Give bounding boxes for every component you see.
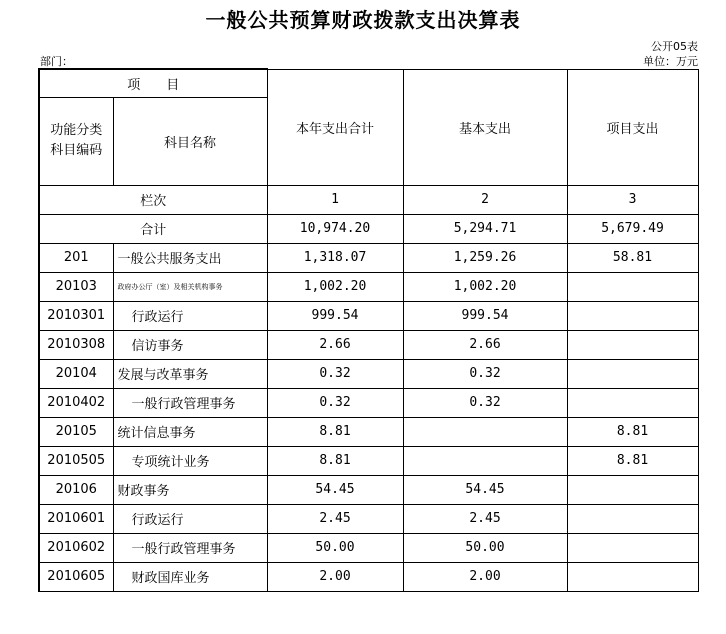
table-row bbox=[39, 243, 698, 272]
expenditure-table bbox=[38, 68, 699, 592]
form-number: 公开05表 bbox=[651, 40, 698, 53]
row-basic: 0.32 bbox=[403, 359, 567, 388]
total-total: 10,974.20 bbox=[267, 214, 403, 243]
row-code: 2010602 bbox=[39, 533, 113, 562]
row-basic: 1,259.26 bbox=[403, 243, 567, 272]
department-label: 部门： bbox=[40, 55, 73, 68]
row-total: 50.00 bbox=[267, 533, 403, 562]
column-index-1: 1 bbox=[267, 185, 403, 214]
row-code: 2010308 bbox=[39, 330, 113, 359]
row-name: 行政运行 bbox=[113, 301, 267, 330]
row-project bbox=[567, 533, 698, 562]
row-total: 8.81 bbox=[267, 446, 403, 475]
total-row bbox=[39, 214, 698, 243]
table-row bbox=[39, 330, 698, 359]
row-basic: 2.00 bbox=[403, 562, 567, 591]
row-total: 2.00 bbox=[267, 562, 403, 591]
row-project: 58.81 bbox=[567, 243, 698, 272]
row-code: 20106 bbox=[39, 475, 113, 504]
header-name: 科目名称 bbox=[113, 97, 267, 185]
row-code: 2010601 bbox=[39, 504, 113, 533]
row-project bbox=[567, 388, 698, 417]
row-project bbox=[567, 272, 698, 301]
table-row bbox=[39, 272, 698, 301]
row-code: 20104 bbox=[39, 359, 113, 388]
row-name: 一般公共服务支出 bbox=[113, 243, 267, 272]
row-project bbox=[567, 359, 698, 388]
row-total: 2.45 bbox=[267, 504, 403, 533]
row-name: 一般行政管理事务 bbox=[113, 533, 267, 562]
row-total: 0.32 bbox=[267, 388, 403, 417]
page-title: 一般公共预算财政拨款支出决算表 bbox=[205, 8, 521, 32]
row-name: 财政事务 bbox=[113, 475, 267, 504]
table-row bbox=[39, 417, 698, 446]
header-total: 本年支出合计 bbox=[267, 69, 403, 185]
row-total: 0.32 bbox=[267, 359, 403, 388]
row-basic: 2.66 bbox=[403, 330, 567, 359]
row-project bbox=[567, 562, 698, 591]
table-row bbox=[39, 562, 698, 591]
row-name: 一般行政管理事务 bbox=[113, 388, 267, 417]
row-name: 财政国库业务 bbox=[113, 562, 267, 591]
row-total: 8.81 bbox=[267, 417, 403, 446]
row-total: 999.54 bbox=[267, 301, 403, 330]
row-name: 信访事务 bbox=[113, 330, 267, 359]
header-row-item bbox=[39, 69, 698, 97]
row-code: 201 bbox=[39, 243, 113, 272]
row-project: 8.81 bbox=[567, 417, 698, 446]
row-code: 20105 bbox=[39, 417, 113, 446]
table-row bbox=[39, 533, 698, 562]
table-row bbox=[39, 504, 698, 533]
row-project bbox=[567, 475, 698, 504]
row-basic bbox=[403, 417, 567, 446]
unit-label: 单位：万元 bbox=[643, 55, 698, 68]
row-name: 行政运行 bbox=[113, 504, 267, 533]
row-total: 2.66 bbox=[267, 330, 403, 359]
row-project bbox=[567, 330, 698, 359]
row-name: 专项统计业务 bbox=[113, 446, 267, 475]
column-index-row bbox=[39, 185, 698, 214]
table-row bbox=[39, 475, 698, 504]
row-basic: 0.32 bbox=[403, 388, 567, 417]
row-total: 54.45 bbox=[267, 475, 403, 504]
row-project bbox=[567, 504, 698, 533]
column-index-3: 3 bbox=[567, 185, 698, 214]
row-code: 2010605 bbox=[39, 562, 113, 591]
row-code: 2010301 bbox=[39, 301, 113, 330]
column-index-2: 2 bbox=[403, 185, 567, 214]
table-row bbox=[39, 388, 698, 417]
row-basic: 54.45 bbox=[403, 475, 567, 504]
total-label: 合计 bbox=[39, 214, 267, 243]
row-total: 1,318.07 bbox=[267, 243, 403, 272]
header-code: 功能分类 科目编码 bbox=[39, 97, 113, 185]
row-name: 政府办公厅（室）及相关机构事务 bbox=[113, 272, 267, 301]
row-project bbox=[567, 301, 698, 330]
row-total: 1,002.20 bbox=[267, 272, 403, 301]
header-item: 项 目 bbox=[39, 69, 267, 97]
row-basic: 50.00 bbox=[403, 533, 567, 562]
row-code: 2010505 bbox=[39, 446, 113, 475]
header-project: 项目支出 bbox=[567, 69, 698, 185]
row-basic: 2.45 bbox=[403, 504, 567, 533]
table-row bbox=[39, 359, 698, 388]
table-row bbox=[39, 301, 698, 330]
row-code: 20103 bbox=[39, 272, 113, 301]
column-index-label: 栏次 bbox=[39, 185, 267, 214]
row-code: 2010402 bbox=[39, 388, 113, 417]
total-basic: 5,294.71 bbox=[403, 214, 567, 243]
row-basic bbox=[403, 446, 567, 475]
row-project: 8.81 bbox=[567, 446, 698, 475]
row-basic: 1,002.20 bbox=[403, 272, 567, 301]
row-name: 统计信息事务 bbox=[113, 417, 267, 446]
table-row bbox=[39, 446, 698, 475]
total-project: 5,679.49 bbox=[567, 214, 698, 243]
row-basic: 999.54 bbox=[403, 301, 567, 330]
header-basic: 基本支出 bbox=[403, 69, 567, 185]
row-name: 发展与改革事务 bbox=[113, 359, 267, 388]
